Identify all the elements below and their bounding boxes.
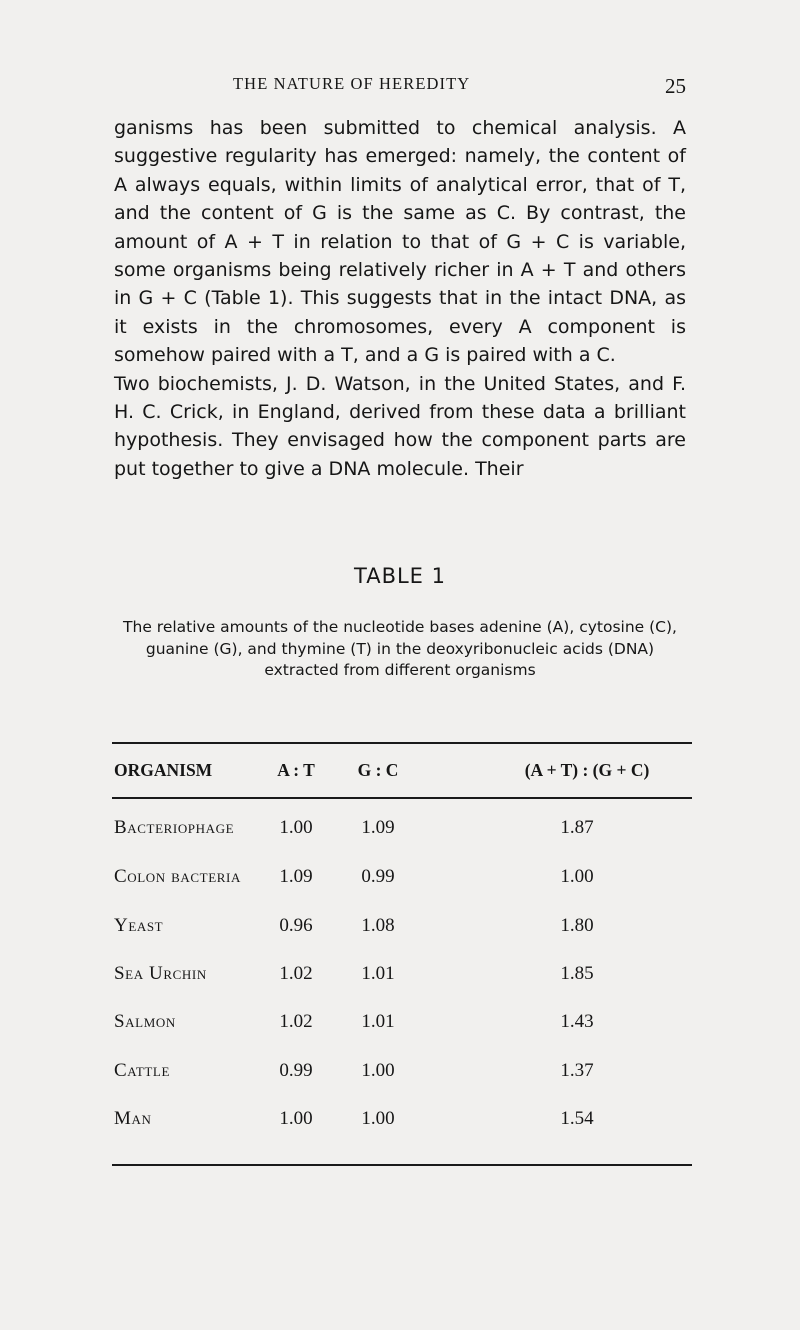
gc-cell: 1.00 [361, 1060, 395, 1081]
table-row [0, 1011, 800, 1041]
organism-cell: Colon bacteria [114, 866, 241, 887]
paragraph: ganisms has been submitted to chemical analysis. A suggestive regularity has emerged: namely, the content of A always equals, within limits of analytical error, that of T, and the content of G is the same as C. By contrast, the amount of A + T in relation to that of G + C is variable, some organisms being relatively richer in A + T and others in G + C (Table 1). This suggests that in the intact DNA, as it exists in the chromosomes, every A component is somehow paired with a T, and a G is paired with a C. [114, 117, 686, 367]
at-cell: 1.09 [279, 866, 313, 887]
column-header-ratio: (A + T) : (G + C) [524, 760, 650, 780]
ratio-cell: 1.43 [560, 1011, 594, 1032]
gc-cell: 0.99 [361, 866, 395, 887]
table-caption: The relative amounts of the nucleotide bases adenine (A), cytosine (C), guanine (G), and thymine (T) in the deoxyribonucleic acids (DNA) extracted from different organisms [123, 618, 677, 679]
ratio-cell: 1.85 [560, 963, 594, 984]
at-cell: 0.99 [279, 1060, 313, 1081]
column-header-organism: ORGANISM [114, 760, 213, 780]
table-row [0, 915, 800, 945]
table-row [0, 1060, 800, 1090]
organism-cell: Cattle [114, 1060, 170, 1081]
organism-cell: Bacteriophage [114, 817, 235, 838]
table-row [0, 817, 800, 847]
ratio-cell: 1.37 [560, 1060, 594, 1081]
organism-cell: Man [114, 1108, 152, 1129]
at-cell: 1.02 [279, 1011, 313, 1032]
page-header [0, 74, 800, 104]
column-header-at: A : T [277, 760, 315, 780]
table-row [0, 963, 800, 993]
ratio-cell: 1.00 [560, 866, 594, 887]
gc-cell: 1.08 [361, 915, 395, 936]
at-cell: 1.00 [279, 817, 313, 838]
table-row [0, 1108, 800, 1138]
organism-cell: Yeast [114, 915, 164, 936]
gc-cell: 1.01 [361, 963, 395, 984]
at-cell: 1.00 [279, 1108, 313, 1129]
table-title: TABLE 1 [354, 564, 446, 588]
table-row [0, 866, 800, 896]
body-text [114, 114, 686, 483]
at-cell: 1.02 [279, 963, 313, 984]
paragraph: Two biochemists, J. D. Watson, in the United States, and F. H. C. Crick, in England, derived from these data a brilliant hypothesis. They envisaged how the component parts are put together to give a DNA molecule. Their [114, 372, 686, 480]
table-header-rule [112, 797, 692, 799]
ratio-cell: 1.87 [560, 817, 594, 838]
gc-cell: 1.00 [361, 1108, 395, 1129]
organism-cell: Salmon [114, 1011, 176, 1032]
ratio-cell: 1.54 [560, 1108, 594, 1129]
table-header [0, 760, 800, 784]
gc-cell: 1.09 [361, 817, 395, 838]
running-head: THE NATURE OF HEREDITY [233, 74, 471, 93]
at-cell: 0.96 [279, 915, 313, 936]
table-bottom-rule [112, 1164, 692, 1166]
table-top-rule [112, 742, 692, 744]
column-header-gc: G : C [357, 760, 399, 780]
page-number: 25 [665, 74, 686, 98]
gc-cell: 1.01 [361, 1011, 395, 1032]
ratio-cell: 1.80 [560, 915, 594, 936]
organism-cell: Sea Urchin [114, 963, 207, 984]
